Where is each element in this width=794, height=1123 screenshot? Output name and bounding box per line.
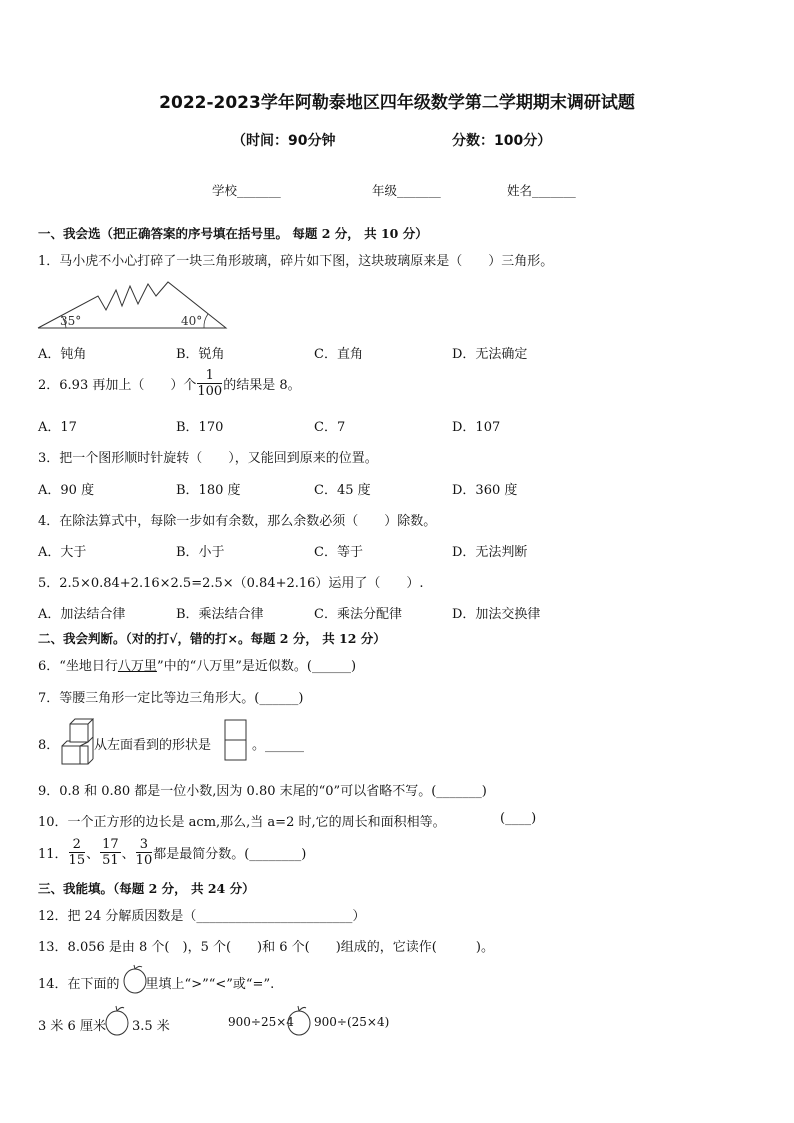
q2-fraction xyxy=(197,368,222,399)
q1-option-c[interactable]: C．直角 xyxy=(314,347,363,362)
q2-option-c[interactable]: C．7 xyxy=(314,420,346,435)
q14-left-a: 3 米 6 厘米 xyxy=(38,1019,106,1034)
q11-numerator-2: 17 xyxy=(102,837,119,852)
answer-circle-icon-2[interactable] xyxy=(286,1004,312,1036)
angle-label-right: 40° xyxy=(181,314,203,328)
broken-triangle-figure xyxy=(36,278,228,332)
question-7: 7．等腰三角形一定比等边三角形大。(______) xyxy=(38,691,304,706)
question-12: 12．把 24 分解质因数是（________________________） xyxy=(38,909,366,924)
q2-denominator: 100 xyxy=(197,384,223,399)
q3-option-b[interactable]: B．180 度 xyxy=(176,483,241,498)
q3-option-a[interactable]: A．90 度 xyxy=(38,483,95,498)
q11-fraction-2 xyxy=(100,837,121,868)
q4-option-b[interactable]: B．小于 xyxy=(176,545,225,560)
q14-post: 里填上“>”“<”或“=”. xyxy=(145,977,275,992)
q11-denominator-3: 10 xyxy=(135,853,153,868)
question-14 xyxy=(38,973,274,992)
q2-post: 的结果是 8。 xyxy=(223,378,301,393)
q14-left-b: 3.5 米 xyxy=(132,1019,170,1034)
q4-option-a[interactable]: A．大于 xyxy=(38,545,87,560)
q11-numerator-3: 3 xyxy=(136,837,153,853)
q3-option-c[interactable]: C．45 度 xyxy=(314,483,371,498)
q10-answer-blank[interactable]: (____) xyxy=(500,811,537,826)
name-field[interactable]: 姓名_______ xyxy=(507,183,576,198)
q11-fraction-3 xyxy=(136,837,153,868)
angle-label-left: 35° xyxy=(60,314,82,328)
school-field[interactable]: 学校_______ xyxy=(212,183,281,198)
exam-time: （时间：90分钟 xyxy=(232,133,336,149)
question-10: 10．一个正方形的边长是 acm,那么,当 a=2 时,它的周长和面积相等。 xyxy=(38,815,446,830)
section-heading-judge: 二、我会判断。（对的打√，错的打×。每题 2 分， 共 12 分） xyxy=(38,631,386,646)
q2-pre: 2．6.93 再加上（ ）个 xyxy=(38,378,197,393)
exam-score: 分数：100分） xyxy=(452,133,552,149)
apple-circle-icon xyxy=(122,964,148,994)
question-5: 5．2.5×0.84+2.16×2.5=2.5×（0.84+2.16）运用了（ ）. xyxy=(38,576,424,591)
grade-field[interactable]: 年级_______ xyxy=(372,183,441,198)
q8-answer-blank[interactable]: 。______ xyxy=(252,738,305,753)
q4-option-d[interactable]: D．无法判断 xyxy=(452,545,528,560)
q11-separator-1: 、 xyxy=(86,847,100,862)
q1-option-a[interactable]: A．钝角 xyxy=(38,347,87,362)
q5-option-a[interactable]: A．加法结合律 xyxy=(38,607,126,622)
question-1: 1．马小虎不小心打碎了一块三角形玻璃，碎片如下图，这块玻璃原来是（ ）三角形。 xyxy=(38,254,554,269)
q2-option-b[interactable]: B．170 xyxy=(176,420,224,435)
q11-fraction-1 xyxy=(69,837,86,868)
question-8-number: 8． xyxy=(38,738,60,753)
q11-numerator-1: 2 xyxy=(69,837,86,853)
left-view-shape-icon xyxy=(224,719,248,761)
q14-right-b: 900÷(25×4) xyxy=(314,1015,390,1029)
page-title: 2022-2023学年阿勒泰地区四年级数学第二学期期末调研试题 xyxy=(159,93,635,113)
q1-option-b[interactable]: B．锐角 xyxy=(176,347,225,362)
q6-underlined: 八万里 xyxy=(117,659,157,674)
q14-pre: 14．在下面的 xyxy=(38,977,120,992)
question-4: 4．在除法算式中，每除一步如有余数，那么余数必须（ ）除数。 xyxy=(38,514,437,529)
q5-option-b[interactable]: B．乘法结合律 xyxy=(176,607,264,622)
section-heading-choice: 一、我会选（把正确答案的序号填在括号里。 每题 2 分， 共 10 分） xyxy=(38,226,428,241)
q11-separator-2: 、 xyxy=(121,847,135,862)
question-11 xyxy=(38,837,306,868)
q1-option-d[interactable]: D．无法确定 xyxy=(452,347,528,362)
section-heading-fill: 三、我能填。（每题 2 分， 共 24 分） xyxy=(38,881,255,896)
question-9: 9．0.8 和 0.80 都是一位小数,因为 0.80 末尾的“0”可以省略不写。(_______) xyxy=(38,784,487,799)
answer-circle-icon-1[interactable] xyxy=(104,1004,130,1036)
q5-option-c[interactable]: C．乘法分配律 xyxy=(314,607,402,622)
q2-option-d[interactable]: D．107 xyxy=(452,420,501,435)
question-13: 13．8.056 是由 8 个( )，5 个( )和 6 个( )组成的，它读作( )。 xyxy=(38,940,494,955)
q6-pre: 6．“坐地日行 xyxy=(38,659,118,674)
q5-option-d[interactable]: D．加法交换律 xyxy=(452,607,541,622)
q11-pre: 11． xyxy=(38,847,68,862)
q11-denominator-1: 15 xyxy=(68,853,86,868)
q3-option-d[interactable]: D．360 度 xyxy=(452,483,518,498)
question-2 xyxy=(38,368,301,399)
angle-arc-right xyxy=(204,314,208,328)
question-6 xyxy=(38,655,356,674)
q4-option-c[interactable]: C．等于 xyxy=(314,545,363,560)
q11-denominator-2: 51 xyxy=(102,853,119,868)
q14-right-a: 900÷25×4 xyxy=(228,1015,294,1029)
q2-option-a[interactable]: A．17 xyxy=(38,420,77,435)
q11-post: 都是最简分数。(________) xyxy=(153,847,307,862)
q2-numerator: 1 xyxy=(197,368,222,384)
question-8: 从左面看到的形状是 xyxy=(94,738,212,753)
question-3: 3．把一个图形顺时针旋转（ ），又能回到原来的位置。 xyxy=(38,451,378,466)
q6-post: ”中的“八万里”是近似数。(______) xyxy=(156,659,357,674)
cube-stack-icon xyxy=(60,718,94,766)
